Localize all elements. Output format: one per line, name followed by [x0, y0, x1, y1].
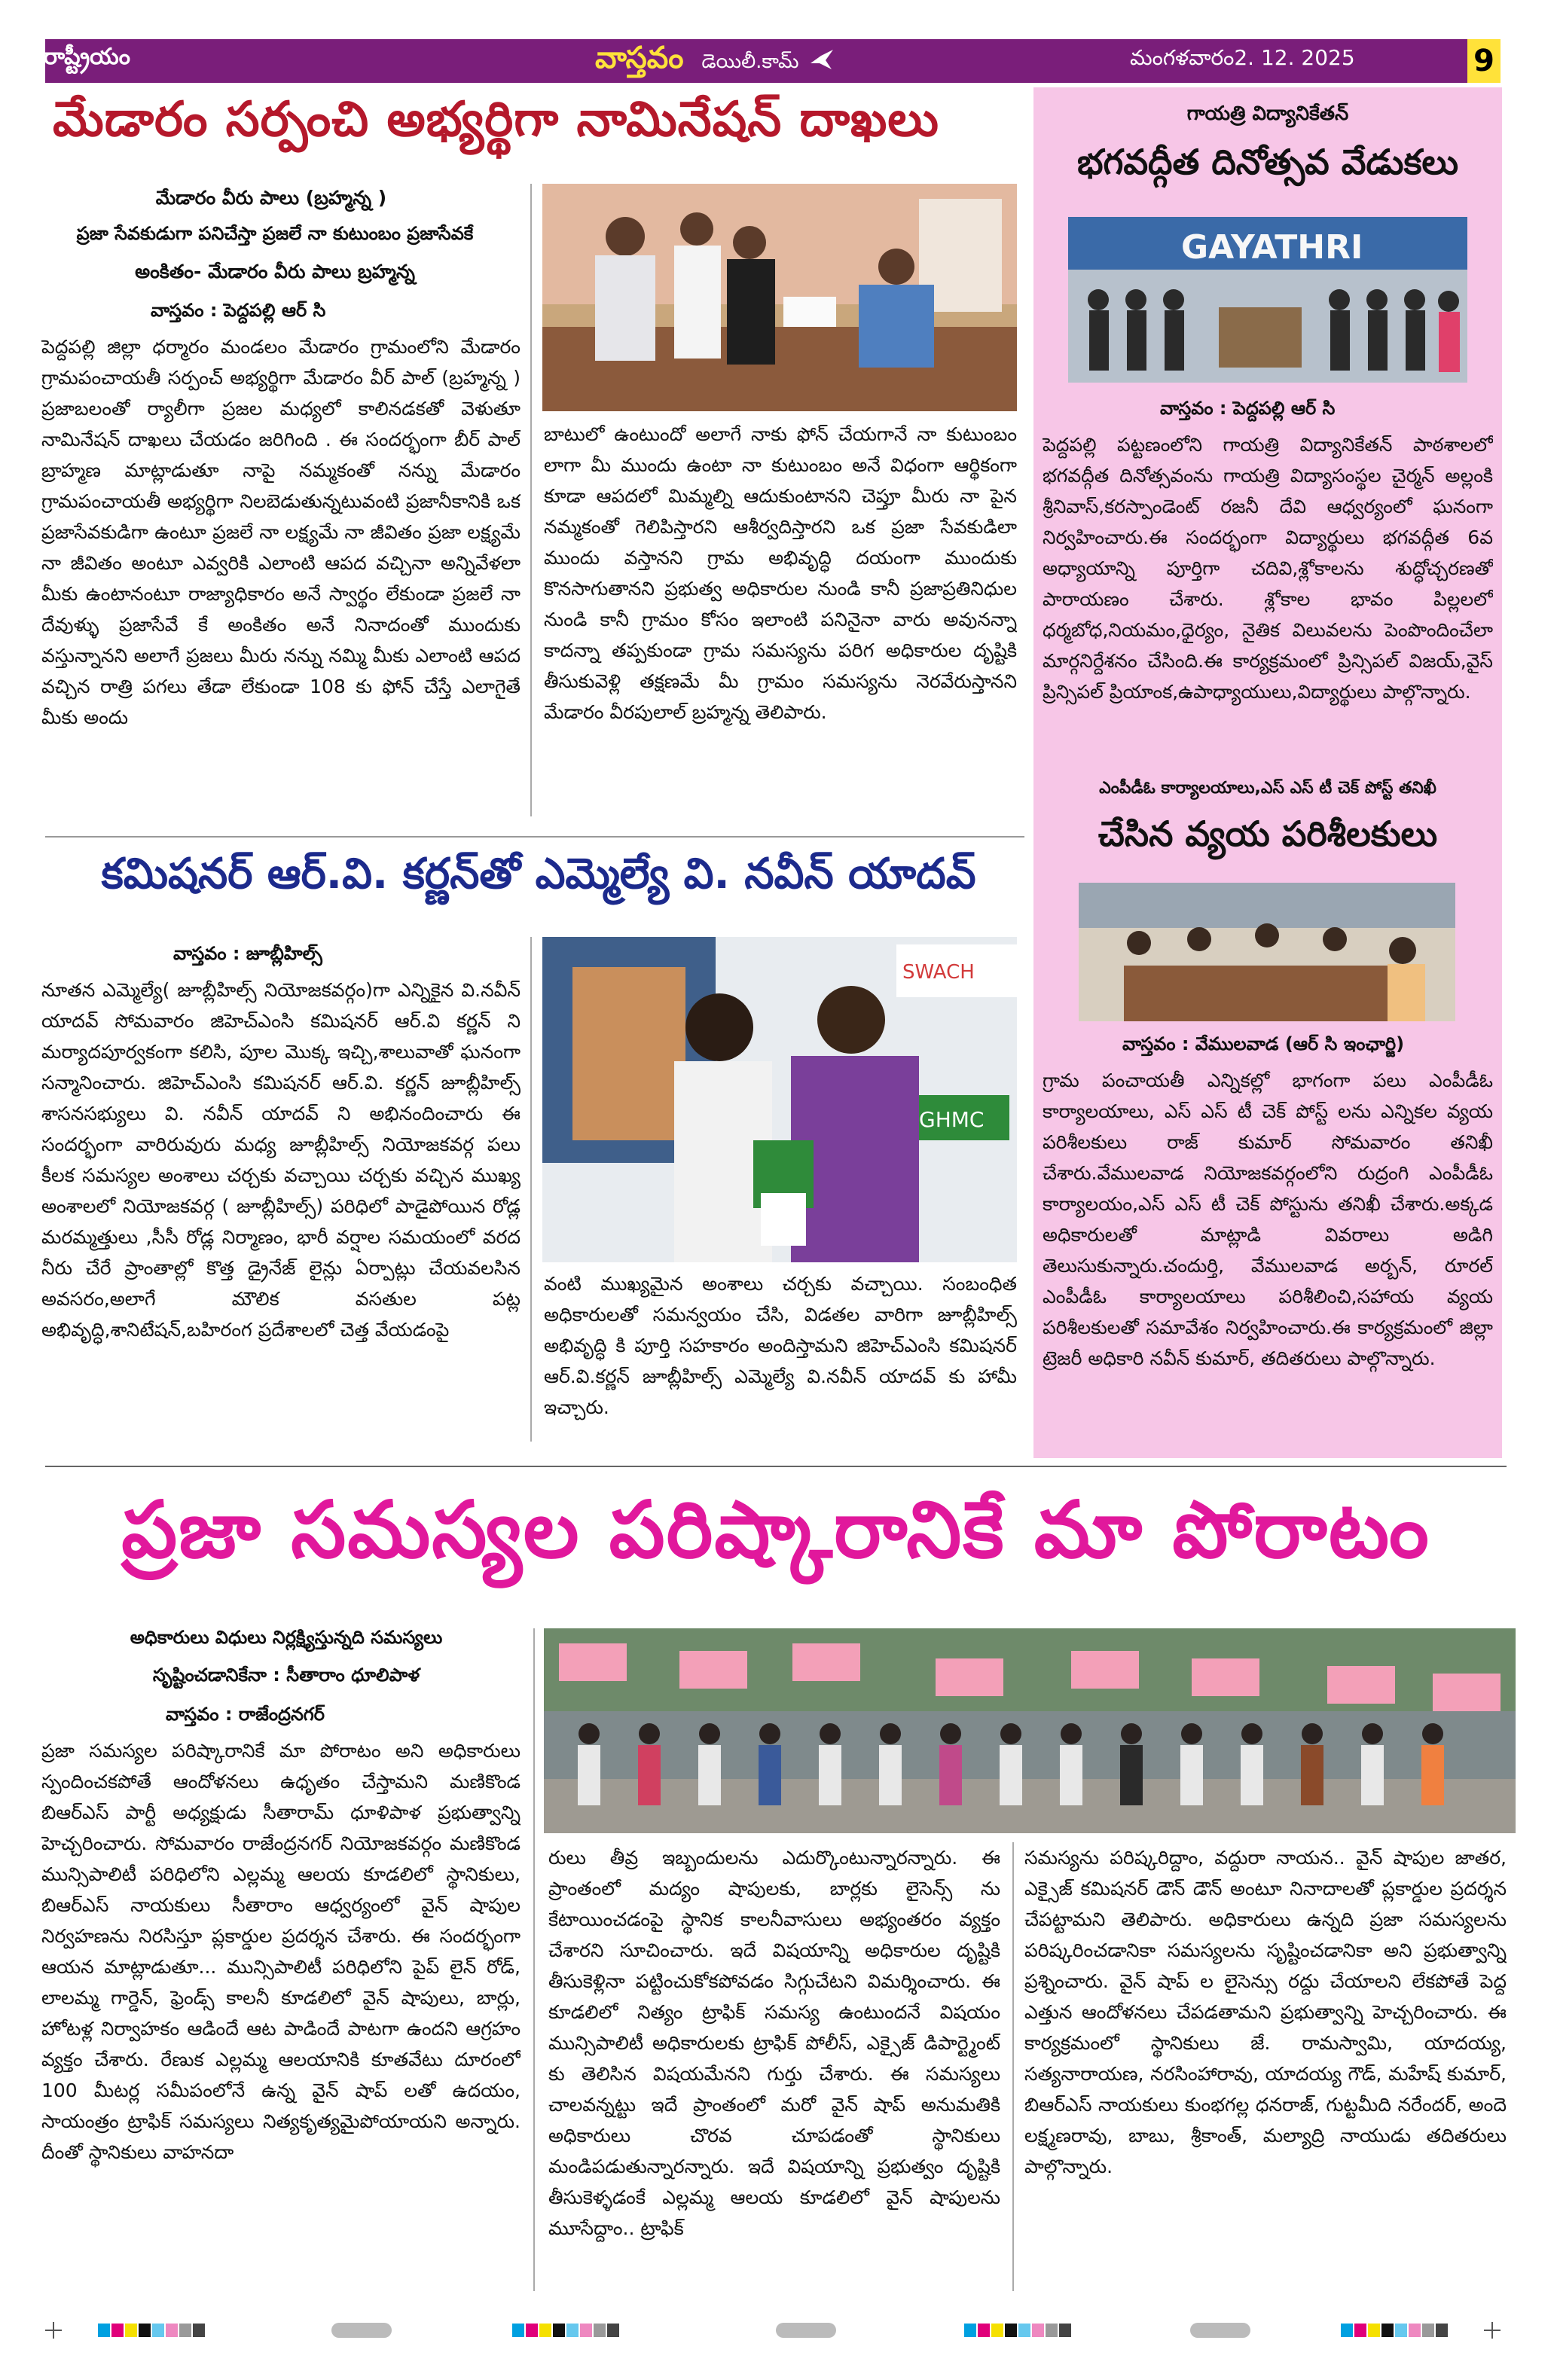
bird-logo-icon — [809, 48, 835, 71]
story1-column-1: పెద్దపల్లి జిల్లా ధర్మారం మండలం మేడారం గ్రామంలోని మేడారం గ్రామపంచాయతీ సర్పంచ్ అభ్యర్థిగా మేడారం వీర్ పాల్ (బ్రహ్మన్న ) ప్రజాబలంతో ర్యాలీగా ప్రజల మధ్యలో కాలినడకతో వెళుతూ నామినేషన్ దాఖలు చేయడం జరిగింది . ఈ సందర్భంగా బీర్ పాల్ బ్రాహ్మణ మాట్లాడుతూ నాపై నమ్మకంతో నన్ను మేడారం గ్రామపంచాయతీ అభ్యర్థిగా నిలబెడుతున్నటువంటి ప్రజానీకానికి ఒక ప్రజాసేవకుడిగా ఉంటూ ప్రజలే నా లక్ష్యమే నా జీవితం ప్రజా లక్ష్యమే నా జీవితం అంటూ ఎవ్వరికి ఎలాంటి ఆపద వచ్చినా అన్నివేళలా మీకు ఉంటానంటూ రాజ్యాధికారం అనే స్వార్థం లేకుండా ప్రజలే నా దేవుళ్ళు ప్రజాసేవే కే అంకితం అనే నినాదంతో ముందుకు వస్తున్నానని అలాగే ప్రజలు మీరు నన్ను నమ్మి మీకు ఎలాంటి ఆపద వచ్చిన రాత్రి పగలు తేడా లేకుండా 108 కు ఫోన్ చేస్తే ఎలాగైతే మీకు అందు — [41, 336, 521, 728]
story3-subheading-1: అధికారులు విధులు నిర్లక్ష్యిస్తున్నది సమస్యలు — [130, 1627, 443, 1648]
sidebar1-kicker: గాయత్రి విద్యానికేతన్ — [1186, 102, 1349, 125]
sidebar2-kicker: ఎంపీడీఓ కార్యాలయాలు,ఎస్ ఎస్ టీ చెక్ పోస్ట్ తనిఖీ — [1099, 779, 1436, 798]
issue-date: మంగళవారం2. 12. 2025 — [1130, 45, 1355, 70]
sidebar2-dateline: వాస్తవం : వేములవాడ (ఆర్ సి ఇంఛార్జి) — [1122, 1033, 1405, 1054]
print-registration-strip — [45, 2315, 1507, 2345]
ghmc-logo-text: GHMC — [919, 1107, 985, 1132]
story1-subheading-2: ప్రజా సేవకుడుగా పనిచేస్తా ప్రజలే నా కుటుంబం ప్రజాసేవకే — [76, 223, 474, 244]
masthead-subtitle: డెయిలీ.కామ్ — [701, 50, 799, 73]
column-divider — [533, 1628, 535, 2291]
section-divider — [45, 1466, 1507, 1467]
masthead — [595, 41, 835, 83]
story-divider — [45, 836, 1024, 838]
story3-column-3: సమస్యను పరిష్కరిద్దాం, వద్దురా నాయన.. వైన్ షాపుల జాతర, ఎక్సైజ్ కమిషనర్ డౌన్ డౌన్ అంటూ నినాదాలతో ప్లకార్డుల ప్రదర్శన చేపట్టామని తెలిపారు. అధికారులు ఉన్నది ప్రజా సమస్యలను పరిష్కరించడానికా సమస్యలను సృష్టించడానికా అని ప్రభుత్వాన్ని ప్రశ్నించారు. వైన్ షాప్ ల లైసెన్సు రద్దు చేయాలని లేకపోతే పెద్ద ఎత్తున ఆందోళనలు చేపడతామని ప్రభుత్వాన్ని హెచ్చరించారు. ఈ కార్యక్రమంలో స్థానికులు జే. రామస్వామి, యాదయ్య, సత్యనారాయణ, నరసింహారావు, యాదయ్య గౌడ్, మహేష్ కుమార్, బిఆర్ఎస్ నాయకులు కుంభగల్ల ధనరాజ్, గుట్టమీది నరేందర్, అందె లక్ష్మణరావు, బాబు, శ్రీకాంత్, మల్యాద్రి నాయుడు తదితరులు పాల్గొన్నారు. — [1024, 1847, 1507, 2177]
story1-column-2: బాటులో ఉంటుందో అలాగే నాకు ఫోన్ చేయగానే నా కుటుంబం లాగా మీ ముందు ఉంటా నా కుటుంబం అనే విధంగా ఆర్థికంగా కూడా ఆపదలో మిమ్మల్ని ఆదుకుంటానని చెప్తూ మీరు నా పైన నమ్మకంతో గెలిపిస్తారని ఆశీర్వదిస్తారని ఒక ప్రజా సేవకుడిలా ముందు వస్తానని గ్రామ అభివృద్ధి దయంగా ముందుకు కొనసాగుతానని ప్రభుత్వ అధికారుల నుండి కానీ ప్రజాప్రతినిధుల నుండి కానీ గ్రామం కోసం ఇలాంటి పనినైనా వారు అవునన్నా కాదన్నా తప్పకుండా గ్రామ సమస్యను పరిగ అధికారుల దృష్టికి తీసుకువెళ్లి తక్షణమే మీ గ్రామం సమస్యను నెరవేరుస్తానని మేడారం వీరపులాల్ బ్రహ్మన్న తెలిపారు. — [544, 423, 1017, 723]
masthead-title: వాస్తవం — [595, 41, 684, 75]
story1-headline: మేడారం సర్పంచి అభ్యర్థిగా నామినేషన్ దాఖలు — [53, 92, 939, 148]
gayathri-banner-text: GAYATHRI — [1181, 228, 1363, 267]
sidebar1-headline: భగవద్గీత దినోత్సవ వేడుకలు — [1077, 142, 1458, 182]
story1-subheading-1: మేడారం వీరు పాలు (బ్రహ్మన్న ) — [155, 187, 387, 209]
story3-column-2: రులు తీవ్ర ఇబ్బందులను ఎదుర్కొంటున్నారన్నారు. ఈ ప్రాంతంలో మద్యం షాపులకు, బార్లకు లైసెన్స్ ను కేటాయించడంపై స్థానిక కాలనీవాసులు అభ్యంతరం వ్యక్తం చేశారని సూచించారు. ఇదే విషయాన్ని అధికారుల దృష్టికి తీసుకెళ్లినా పట్టించుకోకపోవడం సిగ్గుచేటని విమర్శించారు. ఈ కూడలిలో నిత్యం ట్రాఫిక్ సమస్య ఉంటుందనే విషయం మున్సిపాలిటీ అధికారులకు ట్రాఫిక్ పోలీస్, ఎక్సైజ్ డిపార్ట్మెంట్ కు తెలిసిన విషయమేనని గుర్తు చేశారు. ఈ సమస్యలు చాలవన్నట్టు ఇదే ప్రాంతంలో మరో వైన్ షాప్ అనుమతికి అధికారులు చొరవ చూపడంతో స్థానికులు మండిపడుతున్నారన్నారు. ఇదే విషయాన్ని ప్రభుత్వం దృష్టికి తీసుకెళ్ళడంకే ఎల్లమ్మ ఆలయ కూడలిలో వైన్ షాపులను మూసేద్దాం.. ట్రాఫిక్ — [548, 1847, 1000, 2239]
section-label: రాష్ట్రీయం — [44, 44, 130, 70]
story2-column-2: వంటి ముఖ్యమైన అంశాలు చర్చకు వచ్చాయి. సంబంధిత అధికారులతో సమన్వయం చేసి, విడతల వారిగా జూబ్లీహిల్స్ అభివృద్ధి కి పూర్తి సహకారం అందిస్తామని జిహెచ్ఎంసి కమిషనర్ ఆర్.వి.కర్ణన్ జూబ్లీహిల్స్ ఎమ్మెల్యే వి.నవీన్ యాదవ్ కు హామీ ఇచ్చారు. — [544, 1273, 1017, 1418]
story3-subheading-2: సృష్టించడానికేనా : సీతారాం ధూలిపాళ — [152, 1664, 420, 1686]
story1-dateline: వాస్తవం : పెద్దపల్లి ఆర్ సి — [151, 300, 326, 321]
sidebar2-headline: చేసిన వ్యయ పరిశీలకులు — [1098, 813, 1438, 854]
sidebar1-dateline: వాస్తవం : పెద్దపల్లి ఆర్ సి — [1160, 398, 1336, 419]
story3-dateline: వాస్తవం : రాజేంద్రనగర్ — [166, 1704, 325, 1725]
sidebar1-body: పెద్దపల్లి పట్టణంలోని గాయత్రి విద్యానికేతన్ పాఠశాలలో భగవద్గీత దినోత్సవంను గాయత్రి విద్యాసంస్థల చైర్మన్ అల్లంకి శ్రీనివాస్,కరస్పాండెంట్ రజనీ దేవి ఆధ్వర్యంలో ఘనంగా నిర్వహించారు.ఈ సందర్భంగా విద్యార్థులు భగవద్గీత 6వ అధ్యాయాన్ని పూర్తిగా చదివి,శ్లోకాలను శుద్ధోచ్చరణతో పారాయణం చేశారు. శ్లోకాల భావం పిల్లలలో ధర్మబోధ,నియమం,ధైర్యం, నైతిక విలువలను పెంపొందించేలా మార్గనిర్దేశనం చేసింది.ఈ కార్యక్రమంలో ప్రిన్సిపల్ విజయ్,వైస్ ప్రిన్సిపల్ ప్రియాంక,ఉపాధ్యాయులు,విద్యార్థులు పాల్గొన్నారు. — [1043, 434, 1493, 703]
story2-column-1: నూతన ఎమ్మెల్యే( జూబ్లీహిల్స్ నియోజకవర్గం)గా ఎన్నికైన వి.నవీన్ యాదవ్ సోమవారం జిహెచ్ఎంసి కమిషనర్ ఆర్.వి కర్ణన్ ని మర్యాదపూర్వకంగా కలిసి, పూల మొక్క ఇచ్చి,శాలువాతో ఘనంగా సన్మానించారు. జిహెచ్ఎంసి కమిషనర్ ఆర్.వి. కర్ణన్ జూబ్లీహిల్స్ శాసనసభ్యులు వి. నవీన్ యాదవ్ ని అభినందించారు ఈ సందర్భంగా వారిరువురు మధ్య జూబ్లీహిల్స్ నియోజకవర్గ పలు కీలక సమస్యల అంశాలు చర్చకు వచ్చాయి చర్చకు వచ్చిన ముఖ్య అంశాలలో నియోజకవర్గ ( జూబ్లీహిల్స్) పరిధిలో పాడైపోయిన రోడ్ల మరమ్మత్తులు ,సీసీ రోడ్ల నిర్మాణం, భారీ వర్షాల సమయంలో వరద నీరు చేరే ప్రాంతాల్లో కొత్త డ్రైనేజ్ లైన్లు ఏర్పాట్లు చేయవలసిన అవసరం,అలాగే మౌలిక వసతుల పట్ల అభివృద్ధి,శానిటేషన్,బహిరంగ ప్రదేశాలలో చెత్త వేయడంపై — [41, 979, 521, 1341]
swach-banner-text: SWACH — [902, 961, 975, 984]
story3-headline: ప్రజా సమస్యల పరిష్కారానికే మా పోరాటం — [121, 1484, 1430, 1576]
sidebar1-photo — [1068, 217, 1467, 383]
story2-dateline: వాస్తవం : జూబ్లీహిల్స్ — [173, 943, 322, 964]
column-divider — [530, 937, 532, 1442]
column-divider — [530, 184, 532, 816]
story1-photo — [542, 184, 1017, 411]
story3-column-1: ప్రజా సమస్యల పరిష్కారానికే మా పోరాటం అని అధికారులు స్పందించకపోతే ఆందోళనలు ఉధృతం చేస్తామని మణికొండ బిఆర్ఎస్ పార్టీ అధ్యక్షుడు సీతారామ్ ధూళిపాళ ప్రభుత్వాన్ని హెచ్చరించారు. సోమవారం రాజేంద్రనగర్ నియోజకవర్గం మణికొండ మున్సిపాలిటీ పరిధిలోని ఎల్లమ్మ ఆలయ కూడలిలో స్థానికులు, బిఆర్ఎస్ నాయకులు సీతారాం ఆధ్వర్యంలో వైన్ షాపుల నిర్వహణను నిరసిస్తూ ప్లకార్డుల ప్రదర్శన చేశారు. ఈ సందర్భంగా ఆయన మాట్లాడుతూ... మున్సిపాలిటీ పరిధిలోని పైప్ లైన్ రోడ్, లాలమ్మ గార్డెన్, ఫ్రెండ్స్ కాలనీ కూడలిలో వైన్ షాపులు, బార్లు, హోటళ్ల నిర్వాహకం ఆడిందే ఆట పాడిందే పాటగా ఉందని ఆగ్రహం వ్యక్తం చేశారు. రేణుక ఎల్లమ్మ ఆలయానికి కూతవేటు దూరంలో 100 మీటర్ల సమీపంలోనే ఉన్న వైన్ షాప్ లతో ఉదయం, సాయంత్రం ట్రాఫిక్ సమస్యలు నిత్యకృత్యమైపోయాయని అన్నారు. దీంతో స్థానికులు వాహనదా — [41, 1740, 521, 2163]
story2-headline: కమిషనర్ ఆర్.వి. కర్ణన్‌తో ఎమ్మెల్యే వి. నవీన్ యాదవ్ — [101, 850, 976, 899]
column-divider — [1012, 1842, 1014, 2291]
sidebar2-photo — [1079, 883, 1455, 1021]
page-number: 9 — [1467, 39, 1501, 83]
sidebar2-body: గ్రామ పంచాయతీ ఎన్నికల్లో భాగంగా పలు ఎంపీడీఓ కార్యాలయాలు, ఎస్ ఎస్ టీ చెక్ పోస్ట్ లను ఎన్నికల వ్యయ పరిశీలకులు రాజ్ కుమార్ సోమవారం తనిఖీ చేశారు.వేములవాడ నియోజకవర్గంలోని రుద్రంగి ఎంపీడీఓ కార్యాలయం,ఎస్ ఎస్ టీ చెక్ పోస్టును తనిఖీ చేశారు.అక్కడ అధికారులతో మాట్లాడి వివరాలు అడిగి తెలుసుకున్నారు.చందుర్తి, వేములవాడ అర్బన్, రూరల్ ఎంపీడీఓ కార్యాలయాలు పరిశీలించి,సహాయ వ్యయ పరిశీలకులతో సమావేశం నిర్వహించారు.ఈ కార్యక్రమంలో జిల్లా ట్రెజరీ అధికారి నవీన్ కుమార్, తదితరులు పాల్గొన్నారు. — [1043, 1069, 1493, 1369]
story3-photo — [544, 1628, 1516, 1833]
story1-subheading-3: అంకితం- మేడారం వీరు పాలు బ్రహ్మన్న — [135, 261, 415, 282]
story2-photo — [542, 937, 1017, 1262]
